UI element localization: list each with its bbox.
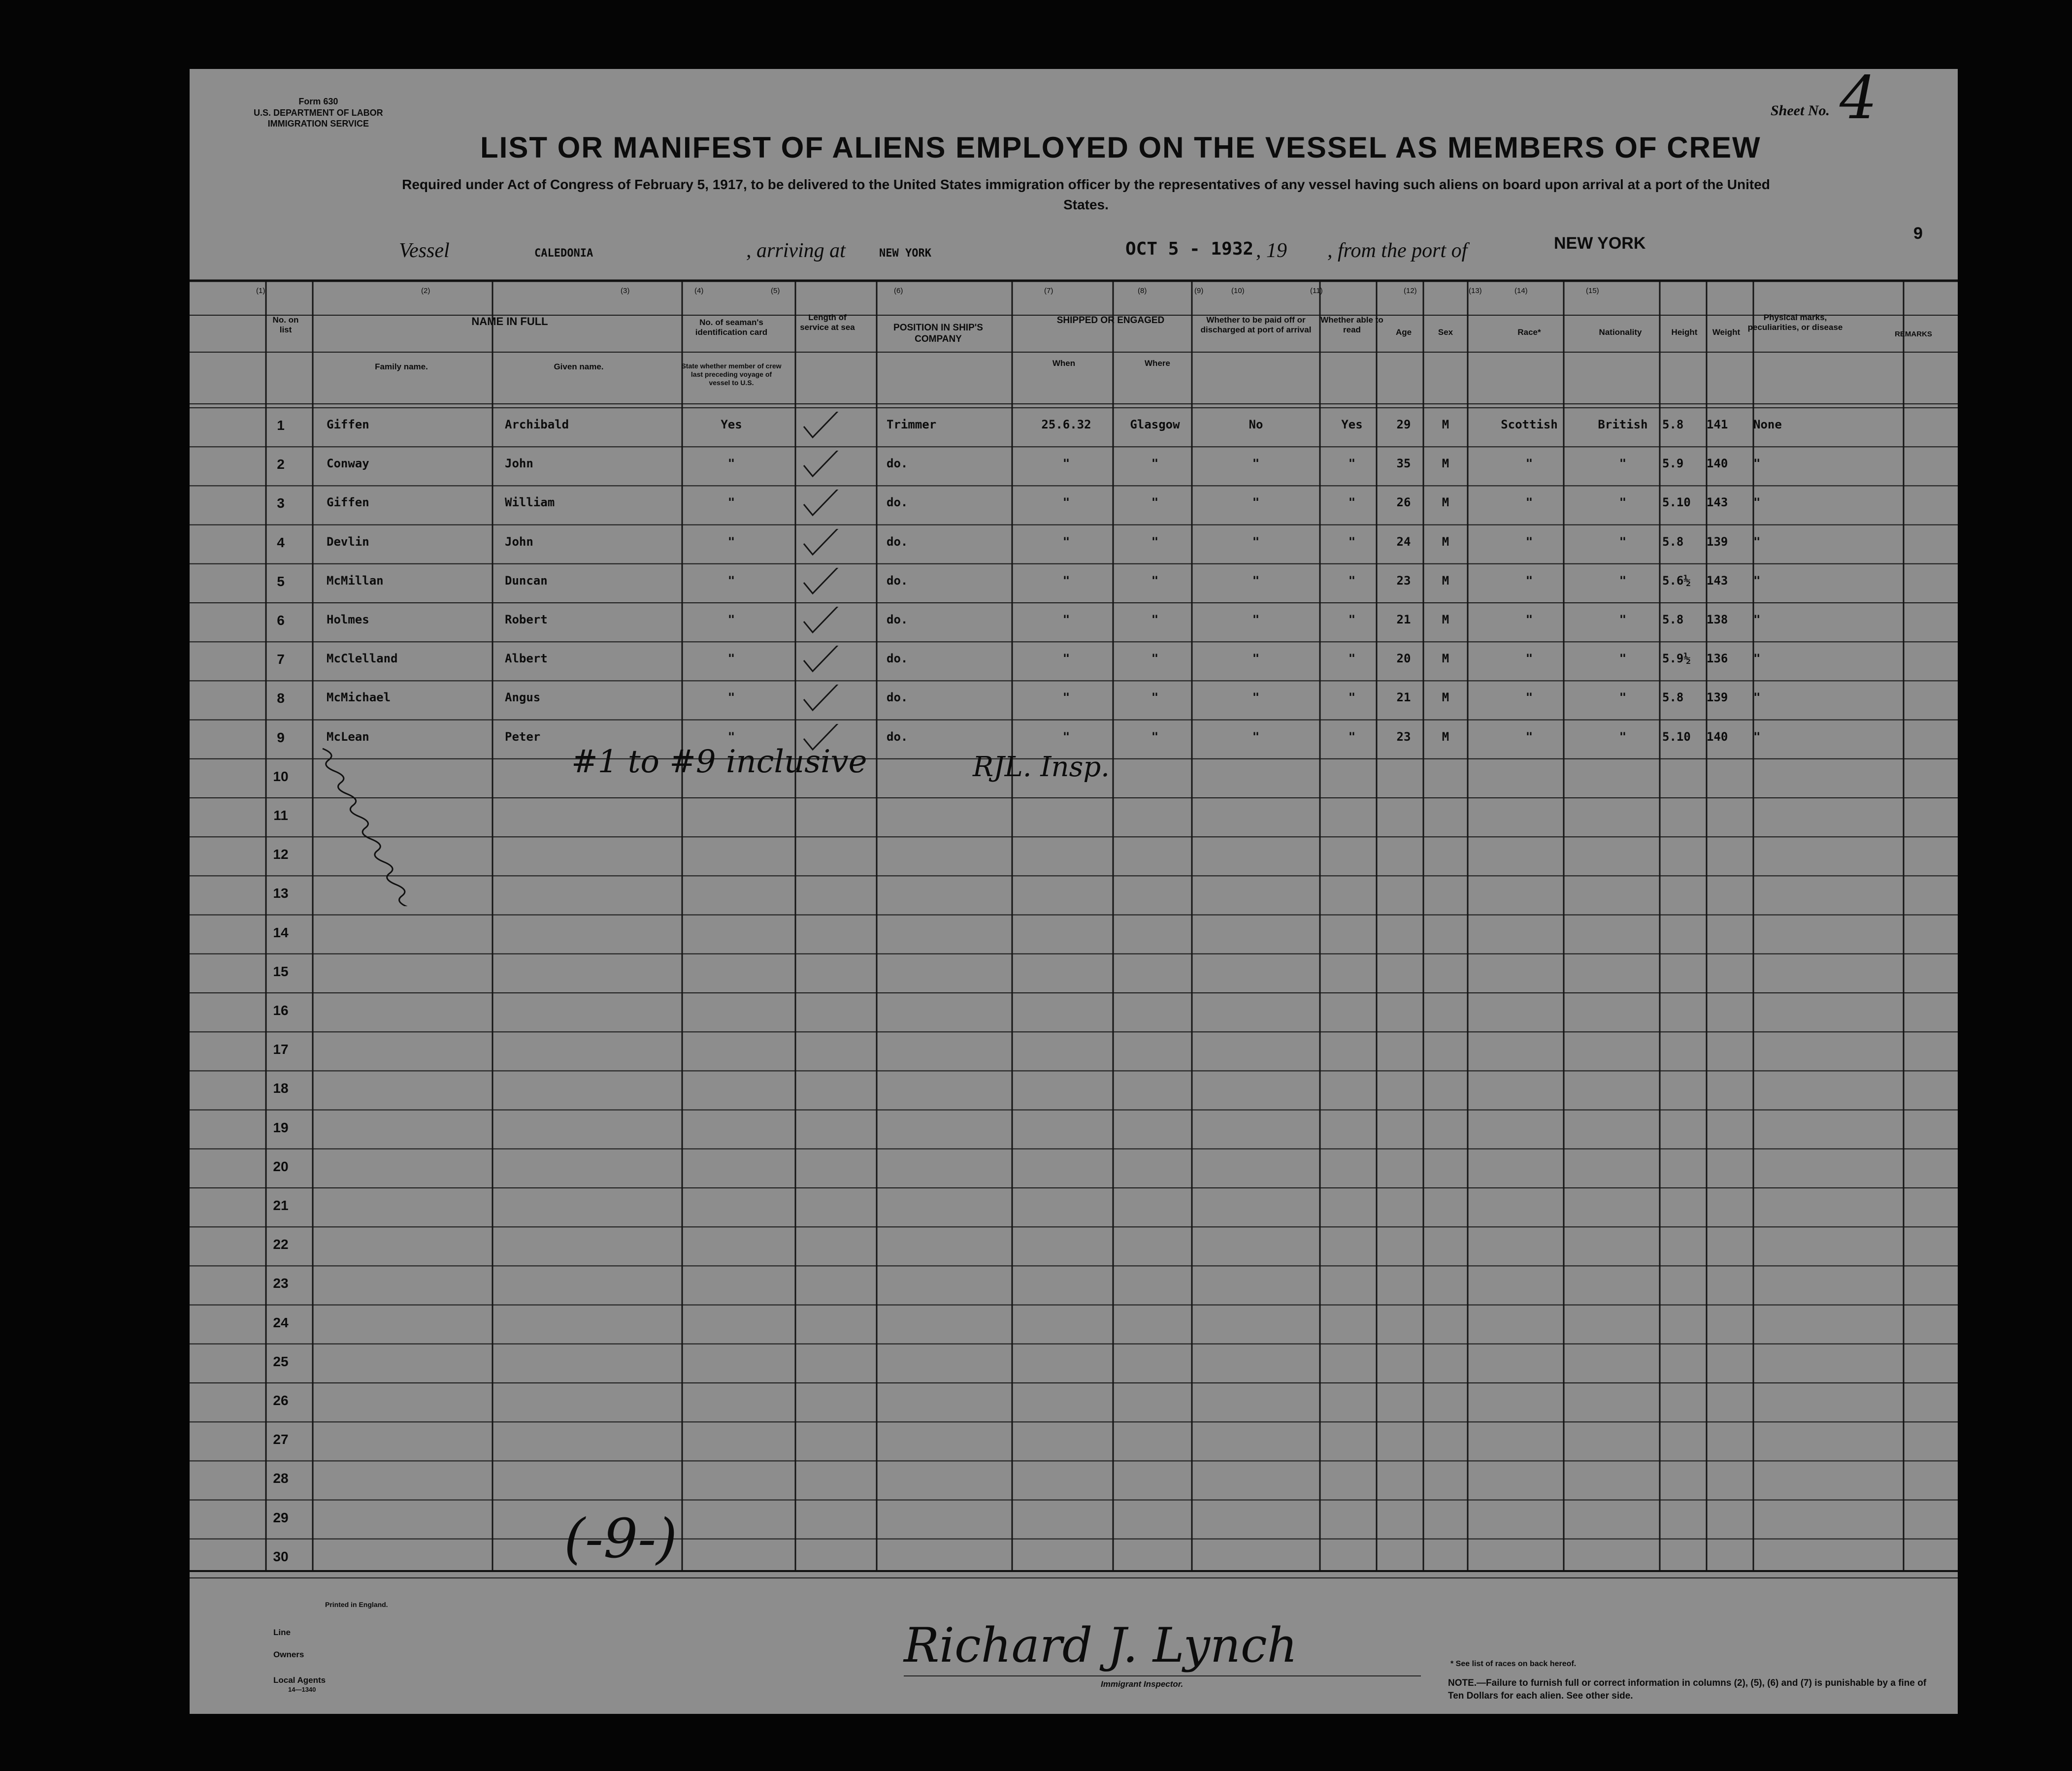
arrival-date: OCT 5 - 1932 — [1125, 239, 1254, 259]
paid-off: " — [1252, 573, 1260, 588]
row-number: 27 — [273, 1432, 289, 1447]
physical-marks: " — [1753, 495, 1761, 510]
races-footnote: * See list of races on back hereof. — [1450, 1660, 1577, 1668]
row-number: 29 — [273, 1509, 289, 1525]
sex: M — [1442, 495, 1449, 510]
header-height: Height — [1671, 328, 1698, 337]
nationality: " — [1619, 690, 1627, 705]
age: 24 — [1396, 534, 1411, 549]
weight: 143 — [1707, 495, 1728, 510]
column-number: (9) — [1194, 287, 1204, 295]
page-count: 9 — [1913, 224, 1923, 243]
previous-voyage: " — [727, 495, 735, 510]
race: " — [1525, 613, 1533, 626]
physical-marks: " — [1753, 652, 1761, 666]
given-name: Peter — [505, 729, 541, 744]
header-no-on-list: No. on list — [272, 315, 299, 335]
column-number: (12) — [1404, 287, 1417, 295]
manifest-sheet — [190, 69, 1958, 1714]
sex: M — [1442, 613, 1449, 626]
signature-line — [904, 1675, 1421, 1676]
race: Scottish — [1501, 418, 1558, 431]
column-number: (8) — [1138, 287, 1147, 295]
column-number: (15) — [1586, 287, 1599, 295]
height: 5.8 — [1662, 418, 1684, 431]
form-number: Form 630 — [298, 97, 338, 106]
sex: M — [1442, 573, 1449, 588]
row-number: 14 — [273, 924, 289, 940]
header-able-read: Whether able to read — [1320, 315, 1383, 335]
paid-off: No — [1249, 418, 1263, 431]
arriving-port: NEW YORK — [879, 247, 931, 260]
header-physical: Physical marks, peculiarities, or disease — [1747, 313, 1843, 332]
header-seaman-note: State whether member of crew last preceding voyage of vessel to U.S. — [681, 362, 782, 387]
header-remarks: REMARKS — [1895, 330, 1932, 338]
total-count: (-9-) — [564, 1507, 678, 1570]
able-to-read: " — [1348, 729, 1356, 744]
given-name: Archibald — [505, 418, 569, 431]
engaged-where: " — [1151, 690, 1159, 705]
department-name: U.S. DEPARTMENT OF LABOR — [254, 107, 383, 118]
paid-off: " — [1252, 457, 1260, 471]
header-given-name: Given name. — [554, 362, 604, 371]
row-number: 7 — [277, 652, 285, 667]
row-number: 1 — [277, 418, 285, 433]
penalty-note: NOTE.—Failure to furnish full or correct information in columns (2), (5), (6) and (7) is punishable by a fine of Ten Dollars for each alien. See other side. — [1448, 1678, 1927, 1701]
previous-voyage: " — [727, 690, 735, 705]
column-number: (10) — [1231, 287, 1245, 295]
row-number: 2 — [277, 457, 285, 472]
sheet-number-label: Sheet No. — [1771, 102, 1830, 119]
nationality: " — [1619, 613, 1627, 626]
column-number: (7) — [1044, 287, 1053, 295]
column-number: (5) — [771, 287, 780, 295]
sex: M — [1442, 652, 1449, 666]
weight: 141 — [1707, 418, 1728, 431]
header-family-name: Family name. — [375, 362, 428, 371]
weight: 139 — [1707, 534, 1728, 549]
header-age: Age — [1395, 328, 1412, 337]
position: do. — [887, 729, 908, 744]
age: 29 — [1396, 418, 1411, 431]
row-number: 16 — [273, 1003, 289, 1018]
paid-off: " — [1252, 613, 1260, 626]
manifest-subtitle: Required under Act of Congress of February 5, 1917, to be delivered to the United States immigration officer by the representatives of any vessel having such aliens on board upon arrival at a port of the United States. — [402, 177, 1770, 212]
given-name: Albert — [505, 652, 548, 666]
header-length-service: Length of service at sea — [800, 313, 855, 332]
family-name: Giffen — [327, 495, 369, 510]
age: 26 — [1396, 495, 1411, 510]
family-name: Holmes — [327, 613, 369, 626]
physical-marks: " — [1753, 613, 1761, 626]
sex: M — [1442, 418, 1449, 431]
age: 35 — [1396, 457, 1411, 471]
position: Trimmer — [887, 418, 937, 431]
paid-off: " — [1252, 534, 1260, 549]
height: 5.8 — [1662, 534, 1684, 549]
row-number: 8 — [277, 690, 285, 706]
header-name-in-full: NAME IN FULL — [471, 315, 548, 328]
given-name: Angus — [505, 690, 541, 705]
weight: 136 — [1707, 652, 1728, 666]
row-number: 25 — [273, 1353, 289, 1369]
header-where: Where — [1145, 359, 1170, 368]
race: " — [1525, 457, 1533, 471]
row-number: 11 — [273, 808, 288, 823]
given-name: Duncan — [505, 573, 548, 588]
weight: 138 — [1707, 613, 1728, 626]
engaged-when: " — [1062, 573, 1070, 588]
manifest-title: LIST OR MANIFEST OF ALIENS EMPLOYED ON THE VESSEL AS MEMBERS OF CREW — [480, 131, 1761, 164]
engaged-where: " — [1151, 652, 1159, 666]
physical-marks: None — [1753, 418, 1782, 431]
sex: M — [1442, 534, 1449, 549]
given-name: John — [505, 457, 533, 471]
weight: 143 — [1707, 573, 1728, 588]
local-agents-code: 14—1340 — [288, 1686, 316, 1693]
family-name: Devlin — [327, 534, 369, 549]
from-port-label: , from the port of — [1327, 239, 1468, 262]
row-number: 9 — [277, 729, 285, 745]
given-name: John — [505, 534, 533, 549]
from-port: NEW YORK — [1554, 234, 1646, 253]
family-name: McMichael — [327, 690, 391, 705]
engaged-when: " — [1062, 613, 1070, 626]
engaged-where: " — [1151, 573, 1159, 588]
row-number: 22 — [273, 1237, 289, 1252]
paid-off: " — [1252, 495, 1260, 510]
squiggle-line — [190, 69, 879, 906]
header-sex: Sex — [1438, 328, 1453, 337]
physical-marks: " — [1753, 573, 1761, 588]
previous-voyage: " — [727, 573, 735, 588]
weight: 140 — [1707, 457, 1728, 471]
height: 5.8 — [1662, 690, 1684, 705]
header-shipped: SHIPPED OR ENGAGED — [1056, 315, 1165, 326]
column-number: (6) — [894, 287, 903, 295]
header-race: Race* — [1517, 328, 1541, 337]
position: do. — [887, 534, 908, 549]
owners-label: Owners — [273, 1650, 304, 1659]
inspector-signature: Richard J. Lynch — [904, 1618, 1298, 1673]
row-number: 17 — [273, 1042, 289, 1057]
height: 5.6½ — [1662, 573, 1691, 588]
race: " — [1525, 495, 1533, 510]
able-to-read: " — [1348, 613, 1356, 626]
row-number: 12 — [273, 847, 289, 862]
column-number: (3) — [621, 287, 630, 295]
inspector-initials: RJL. Insp. — [973, 751, 1110, 783]
able-to-read: " — [1348, 690, 1356, 705]
age: 21 — [1396, 690, 1411, 705]
race: " — [1525, 652, 1533, 666]
weight: 139 — [1707, 690, 1728, 705]
row-number: 5 — [277, 573, 285, 589]
row-number: 15 — [273, 963, 289, 979]
paid-off: " — [1252, 690, 1260, 705]
row-number: 24 — [273, 1314, 289, 1330]
race: " — [1525, 729, 1533, 744]
column-number: (2) — [421, 287, 430, 295]
able-to-read: " — [1348, 573, 1356, 588]
family-name: Giffen — [327, 418, 369, 431]
position: do. — [887, 690, 908, 705]
age: 23 — [1396, 573, 1411, 588]
position: do. — [887, 495, 908, 510]
position: do. — [887, 652, 908, 666]
engaged-when: " — [1062, 495, 1070, 510]
engaged-when: " — [1062, 534, 1070, 549]
engaged-when: " — [1062, 457, 1070, 471]
row-number: 13 — [273, 886, 289, 901]
column-number: (4) — [694, 287, 704, 295]
race: " — [1525, 573, 1533, 588]
paid-off: " — [1252, 729, 1260, 744]
previous-voyage: " — [727, 457, 735, 471]
row-number: 3 — [277, 495, 285, 511]
row-number: 19 — [273, 1119, 289, 1135]
row-number: 28 — [273, 1471, 289, 1486]
age: 21 — [1396, 613, 1411, 626]
able-to-read: " — [1348, 534, 1356, 549]
position: do. — [887, 457, 908, 471]
height: 5.9½ — [1662, 652, 1691, 666]
engaged-where: " — [1151, 457, 1159, 471]
previous-voyage: " — [727, 652, 735, 666]
sex: M — [1442, 457, 1449, 471]
able-to-read: Yes — [1341, 418, 1363, 431]
engaged-when: " — [1062, 729, 1070, 744]
position: do. — [887, 573, 908, 588]
physical-marks: " — [1753, 457, 1761, 471]
service-name: IMMIGRATION SERVICE — [267, 119, 369, 129]
sheet-number: 4 — [1840, 69, 1877, 132]
engaged-when: " — [1062, 652, 1070, 666]
able-to-read: " — [1348, 495, 1356, 510]
header-seaman-id: No. of seaman's identification card — [695, 318, 768, 337]
height: 5.10 — [1662, 729, 1691, 744]
inclusive-note: #1 to #9 inclusive — [571, 744, 867, 780]
local-agents-label: Local Agents — [273, 1675, 326, 1685]
race: " — [1525, 534, 1533, 549]
row-number: 18 — [273, 1081, 289, 1096]
age: 20 — [1396, 652, 1411, 666]
race: " — [1525, 690, 1533, 705]
age: 23 — [1396, 729, 1411, 744]
row-number: 4 — [277, 534, 285, 550]
weight: 140 — [1707, 729, 1728, 744]
nationality: British — [1598, 418, 1648, 431]
row-number: 26 — [273, 1393, 289, 1408]
able-to-read: " — [1348, 652, 1356, 666]
engaged-where: " — [1151, 495, 1159, 510]
sex: M — [1442, 729, 1449, 744]
engaged-where: Glasgow — [1130, 418, 1180, 431]
given-name: William — [505, 495, 555, 510]
engaged-where: " — [1151, 613, 1159, 626]
engaged-when: 25.6.32 — [1041, 418, 1091, 431]
height: 5.10 — [1662, 495, 1691, 510]
previous-voyage: " — [727, 534, 735, 549]
nationality: " — [1619, 729, 1627, 744]
vessel-name: CALEDONIA — [534, 247, 593, 260]
sex: M — [1442, 690, 1449, 705]
vessel-label: Vessel — [399, 239, 450, 262]
inspector-title: Immigrant Inspector. — [1101, 1679, 1184, 1689]
header-when: When — [1052, 359, 1076, 368]
printed-in-label: Printed in England. — [325, 1601, 388, 1608]
header-position: POSITION IN SHIP'S COMPANY — [893, 323, 983, 344]
family-name: McClelland — [327, 652, 398, 666]
previous-voyage: Yes — [721, 418, 742, 431]
physical-marks: " — [1753, 690, 1761, 705]
previous-voyage: " — [727, 729, 735, 744]
family-name: McMillan — [327, 573, 384, 588]
year-label: , 19 — [1256, 239, 1287, 262]
row-number: 6 — [277, 613, 285, 628]
family-name: McLean — [327, 729, 369, 744]
paid-off: " — [1252, 652, 1260, 666]
nationality: " — [1619, 573, 1627, 588]
engaged-where: " — [1151, 534, 1159, 549]
engaged-when: " — [1062, 690, 1070, 705]
header-weight: Weight — [1712, 328, 1741, 337]
column-number: (13) — [1469, 287, 1482, 295]
row-number: 30 — [273, 1548, 289, 1564]
physical-marks: " — [1753, 729, 1761, 744]
row-number: 21 — [273, 1198, 289, 1213]
row-number: 10 — [273, 768, 289, 784]
nationality: " — [1619, 495, 1627, 510]
height: 5.9 — [1662, 457, 1684, 471]
header-paid-off: Whether to be paid off or discharged at port of arrival — [1200, 315, 1312, 335]
column-number: (14) — [1514, 287, 1528, 295]
header-nationality: Nationality — [1599, 328, 1642, 337]
previous-voyage: " — [727, 613, 735, 626]
nationality: " — [1619, 652, 1627, 666]
row-number: 20 — [273, 1158, 289, 1174]
family-name: Conway — [327, 457, 369, 471]
arriving-label: , arriving at — [746, 239, 846, 262]
nationality: " — [1619, 457, 1627, 471]
engaged-where: " — [1151, 729, 1159, 744]
height: 5.8 — [1662, 613, 1684, 626]
column-number: (1) — [256, 287, 265, 295]
line-label: Line — [273, 1628, 291, 1637]
row-number: 23 — [273, 1276, 289, 1291]
column-number: (11) — [1310, 287, 1323, 295]
position: do. — [887, 613, 908, 626]
physical-marks: " — [1753, 534, 1761, 549]
able-to-read: " — [1348, 457, 1356, 471]
nationality: " — [1619, 534, 1627, 549]
given-name: Robert — [505, 613, 548, 626]
